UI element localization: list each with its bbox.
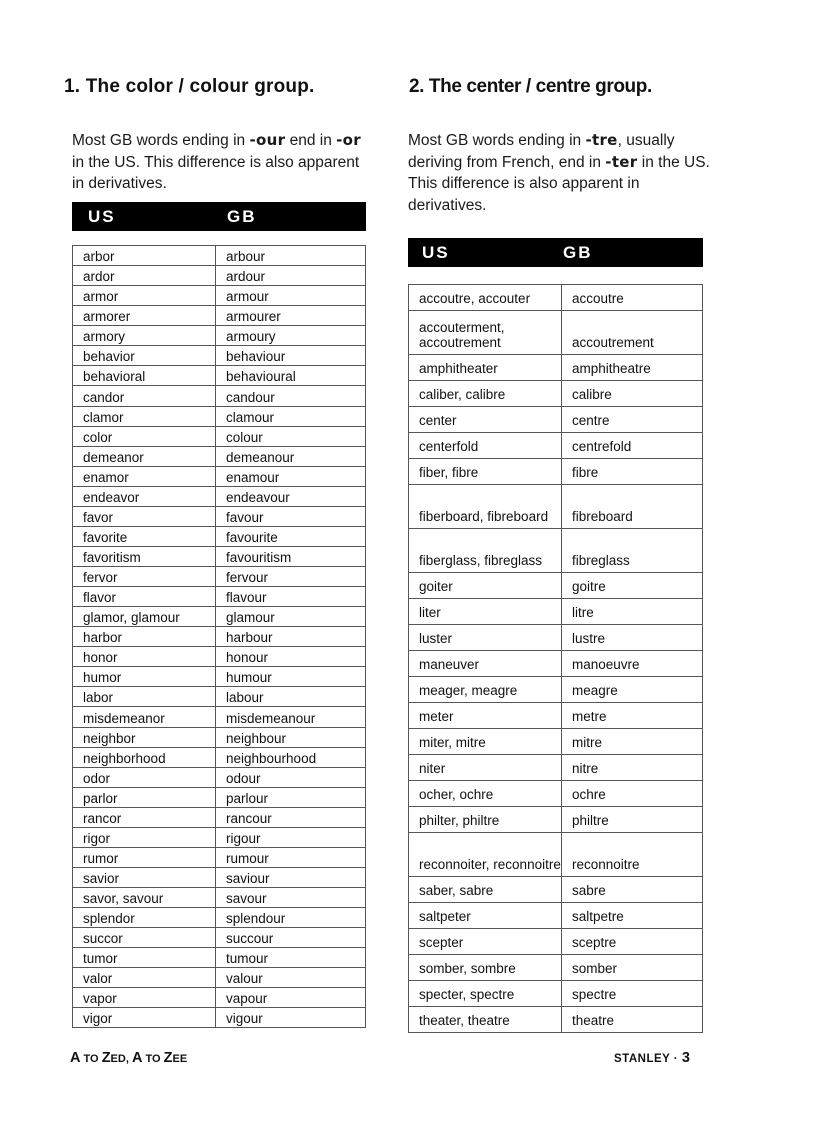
us-spelling-cell: favoritism	[73, 546, 216, 566]
gb-spelling-cell: manoeuvre	[562, 651, 703, 677]
table-row	[73, 406, 366, 426]
us-spelling-cell: flavor	[73, 587, 216, 607]
table-row	[409, 573, 703, 599]
us-spelling-cell: fiberglass, fibreglass	[409, 529, 562, 573]
column-header-gb: GB	[227, 207, 257, 226]
gb-spelling-cell: sceptre	[562, 929, 703, 955]
table-row	[73, 446, 366, 466]
gb-spelling-cell: rigour	[216, 827, 366, 847]
us-spelling-cell: odor	[73, 767, 216, 787]
us-spelling-cell: liter	[409, 599, 562, 625]
us-spelling-cell: arbor	[73, 246, 216, 266]
table-row	[73, 607, 366, 627]
table-row	[73, 546, 366, 566]
gb-spelling-cell: metre	[562, 703, 703, 729]
gb-spelling-cell: goitre	[562, 573, 703, 599]
us-spelling-cell: honor	[73, 647, 216, 667]
gb-spelling-cell: behaviour	[216, 346, 366, 366]
gb-spelling-cell: vapour	[216, 988, 366, 1008]
us-spelling-cell: splendor	[73, 908, 216, 928]
gb-spelling-cell: splendour	[216, 908, 366, 928]
us-spelling-cell: enamor	[73, 466, 216, 486]
gb-spelling-cell: enamour	[216, 466, 366, 486]
us-spelling-cell: humor	[73, 667, 216, 687]
us-spelling-cell: fervor	[73, 567, 216, 587]
table-row	[73, 787, 366, 807]
us-spelling-cell: tumor	[73, 948, 216, 968]
us-spelling-cell: behavior	[73, 346, 216, 366]
table-row	[409, 877, 703, 903]
table-row	[73, 506, 366, 526]
table-row	[73, 807, 366, 827]
us-spelling-cell: rancor	[73, 807, 216, 827]
table-row	[73, 767, 366, 787]
gb-spelling-cell: candour	[216, 386, 366, 406]
gb-spelling-cell: lustre	[562, 625, 703, 651]
us-spelling-cell: centerfold	[409, 433, 562, 459]
table-row	[409, 981, 703, 1007]
us-spelling-cell: niter	[409, 755, 562, 781]
column-header-us: US	[88, 207, 116, 226]
section2-table-header	[408, 238, 703, 267]
section1-table-header	[72, 202, 366, 231]
gb-spelling-cell: colour	[216, 426, 366, 446]
suffix-tre: -tre	[585, 131, 618, 149]
table-row	[73, 687, 366, 707]
table-row	[409, 485, 703, 529]
us-spelling-cell: philter, philtre	[409, 807, 562, 833]
gb-spelling-cell: reconnoitre	[562, 833, 703, 877]
gb-spelling-cell: meagre	[562, 677, 703, 703]
us-spelling-cell: miter, mitre	[409, 729, 562, 755]
us-spelling-cell: fiber, fibre	[409, 459, 562, 485]
gb-spelling-cell: saviour	[216, 867, 366, 887]
us-spelling-cell: neighbor	[73, 727, 216, 747]
gb-spelling-cell: ardour	[216, 266, 366, 286]
column-header-gb: GB	[563, 243, 593, 262]
table-row	[73, 847, 366, 867]
us-spelling-cell: clamor	[73, 406, 216, 426]
us-spelling-cell: parlor	[73, 787, 216, 807]
us-spelling-cell: rigor	[73, 827, 216, 847]
table-row	[73, 386, 366, 406]
table-row	[409, 929, 703, 955]
gb-spelling-cell: calibre	[562, 381, 703, 407]
gb-spelling-cell: centrefold	[562, 433, 703, 459]
us-spelling-cell: savor, savour	[73, 888, 216, 908]
gb-spelling-cell: fibre	[562, 459, 703, 485]
table-row	[409, 677, 703, 703]
us-spelling-cell: armory	[73, 326, 216, 346]
us-spelling-cell: theater, theatre	[409, 1007, 562, 1033]
us-spelling-cell: savior	[73, 867, 216, 887]
suffix-our: -our	[249, 131, 286, 149]
table-row	[73, 567, 366, 587]
gb-spelling-cell: centre	[562, 407, 703, 433]
gb-spelling-cell: misdemeanour	[216, 707, 366, 727]
column-header-us: US	[422, 243, 450, 262]
us-spelling-cell: favorite	[73, 526, 216, 546]
gb-spelling-cell: parlour	[216, 787, 366, 807]
table-row	[409, 955, 703, 981]
table-row	[409, 355, 703, 381]
us-spelling-cell: vigor	[73, 1008, 216, 1028]
table-row	[409, 433, 703, 459]
table-row	[409, 407, 703, 433]
section1-heading: 1. The color / colour group.	[64, 76, 315, 97]
table-row	[73, 968, 366, 988]
gb-spelling-cell: accoutre	[562, 285, 703, 311]
us-spelling-cell: armor	[73, 286, 216, 306]
table-row	[409, 599, 703, 625]
gb-spelling-cell: tumour	[216, 948, 366, 968]
us-spelling-cell: rumor	[73, 847, 216, 867]
us-spelling-cell: glamor, glamour	[73, 607, 216, 627]
gb-spelling-cell: armoury	[216, 326, 366, 346]
gb-spelling-cell: amphitheatre	[562, 355, 703, 381]
table-row	[73, 526, 366, 546]
us-spelling-cell: valor	[73, 968, 216, 988]
us-spelling-cell: demeanor	[73, 446, 216, 466]
gb-spelling-cell: honour	[216, 647, 366, 667]
us-spelling-cell: meager, meagre	[409, 677, 562, 703]
gb-spelling-cell: odour	[216, 767, 366, 787]
table-row	[73, 867, 366, 887]
center-centre-table	[408, 284, 703, 1033]
table-row	[409, 651, 703, 677]
us-spelling-cell: scepter	[409, 929, 562, 955]
us-spelling-cell: candor	[73, 386, 216, 406]
table-row	[409, 833, 703, 877]
gb-spelling-cell: armour	[216, 286, 366, 306]
table-row	[73, 908, 366, 928]
table-row	[73, 306, 366, 326]
color-colour-table	[72, 245, 366, 1028]
table-row	[73, 1008, 366, 1028]
table-row	[73, 747, 366, 767]
table-row	[73, 948, 366, 968]
us-spelling-cell: saber, sabre	[409, 877, 562, 903]
us-spelling-cell: center	[409, 407, 562, 433]
table-row	[73, 366, 366, 386]
table-row	[73, 727, 366, 747]
gb-spelling-cell: accoutrement	[562, 311, 703, 355]
table-row	[73, 928, 366, 948]
us-spelling-cell: ardor	[73, 266, 216, 286]
table-row	[409, 703, 703, 729]
page-number: 3	[681, 1050, 691, 1066]
gb-spelling-cell: vigour	[216, 1008, 366, 1028]
gb-spelling-cell: clamour	[216, 406, 366, 426]
section2-heading: 2. The center / centre group.	[409, 76, 652, 97]
us-spelling-cell: misdemeanor	[73, 707, 216, 727]
gb-spelling-cell: sabre	[562, 877, 703, 903]
us-spelling-cell: somber, sombre	[409, 955, 562, 981]
table-row	[409, 459, 703, 485]
us-spelling-cell: caliber, calibre	[409, 381, 562, 407]
gb-spelling-cell: philtre	[562, 807, 703, 833]
us-spelling-cell: specter, spectre	[409, 981, 562, 1007]
us-spelling-cell: amphitheater	[409, 355, 562, 381]
us-spelling-cell: vapor	[73, 988, 216, 1008]
section2-intro: Most GB words ending in -tre, usually deriving from French, end in -ter in the US. This difference is also apparent in derivatives.	[408, 131, 710, 214]
us-spelling-cell: behavioral	[73, 366, 216, 386]
table-row	[409, 903, 703, 929]
suffix-or: -or	[336, 131, 361, 149]
us-spelling-cell: goiter	[409, 573, 562, 599]
gb-spelling-cell: rumour	[216, 847, 366, 867]
gb-spelling-cell: succour	[216, 928, 366, 948]
gb-spelling-cell: endeavour	[216, 486, 366, 506]
table-row	[409, 625, 703, 651]
gb-spelling-cell: saltpetre	[562, 903, 703, 929]
table-row	[409, 807, 703, 833]
table-row	[409, 1007, 703, 1033]
us-spelling-cell: fiberboard, fibreboard	[409, 485, 562, 529]
table-row	[73, 346, 366, 366]
table-row	[409, 755, 703, 781]
table-row	[409, 381, 703, 407]
table-row	[73, 988, 366, 1008]
us-spelling-cell: labor	[73, 687, 216, 707]
table-row	[73, 486, 366, 506]
footer-author-page: STANLEY · 3	[614, 1050, 691, 1066]
gb-spelling-cell: humour	[216, 667, 366, 687]
us-spelling-cell: luster	[409, 625, 562, 651]
suffix-ter: -ter	[605, 152, 638, 171]
table-row	[73, 827, 366, 847]
gb-spelling-cell: fervour	[216, 567, 366, 587]
gb-spelling-cell: fibreboard	[562, 485, 703, 529]
table-row	[73, 426, 366, 446]
us-spelling-cell: ocher, ochre	[409, 781, 562, 807]
us-spelling-cell: favor	[73, 506, 216, 526]
us-spelling-cell: accoutre, accouter	[409, 285, 562, 311]
footer-book-title: A TO ZED, A TO ZEE	[70, 1050, 188, 1066]
us-spelling-cell: endeavor	[73, 486, 216, 506]
table-row	[73, 466, 366, 486]
gb-spelling-cell: neighbourhood	[216, 747, 366, 767]
gb-spelling-cell: favouritism	[216, 546, 366, 566]
table-row	[73, 707, 366, 727]
gb-spelling-cell: valour	[216, 968, 366, 988]
gb-spelling-cell: ochre	[562, 781, 703, 807]
us-spelling-cell: harbor	[73, 627, 216, 647]
gb-spelling-cell: arbour	[216, 246, 366, 266]
table-row	[73, 246, 366, 266]
table-row	[73, 286, 366, 306]
us-spelling-cell: accouterment, accoutrement	[409, 311, 562, 355]
table-row	[73, 587, 366, 607]
table-row	[73, 647, 366, 667]
gb-spelling-cell: glamour	[216, 607, 366, 627]
table-row	[409, 529, 703, 573]
gb-spelling-cell: savour	[216, 888, 366, 908]
gb-spelling-cell: litre	[562, 599, 703, 625]
gb-spelling-cell: nitre	[562, 755, 703, 781]
us-spelling-cell: color	[73, 426, 216, 446]
gb-spelling-cell: favourite	[216, 526, 366, 546]
us-spelling-cell: succor	[73, 928, 216, 948]
section1-intro: Most GB words ending in -our end in -or in the US. This difference is also apparent in derivatives.	[72, 131, 361, 192]
gb-spelling-cell: neighbour	[216, 727, 366, 747]
table-row	[409, 781, 703, 807]
us-spelling-cell: saltpeter	[409, 903, 562, 929]
table-row	[73, 888, 366, 908]
us-spelling-cell: maneuver	[409, 651, 562, 677]
us-spelling-cell: armorer	[73, 306, 216, 326]
us-spelling-cell: meter	[409, 703, 562, 729]
gb-spelling-cell: harbour	[216, 627, 366, 647]
us-spelling-cell: reconnoiter, reconnoitre	[409, 833, 562, 877]
gb-spelling-cell: fibreglass	[562, 529, 703, 573]
gb-spelling-cell: armourer	[216, 306, 366, 326]
table-row	[73, 266, 366, 286]
footer-author: STANLEY	[614, 1053, 671, 1065]
table-row	[73, 326, 366, 346]
gb-spelling-cell: behavioural	[216, 366, 366, 386]
gb-spelling-cell: theatre	[562, 1007, 703, 1033]
gb-spelling-cell: somber	[562, 955, 703, 981]
gb-spelling-cell: spectre	[562, 981, 703, 1007]
gb-spelling-cell: rancour	[216, 807, 366, 827]
table-row	[409, 285, 703, 311]
gb-spelling-cell: labour	[216, 687, 366, 707]
gb-spelling-cell: mitre	[562, 729, 703, 755]
table-row	[73, 627, 366, 647]
table-row	[73, 667, 366, 687]
table-row	[409, 729, 703, 755]
table-row	[409, 311, 703, 355]
gb-spelling-cell: flavour	[216, 587, 366, 607]
gb-spelling-cell: demeanour	[216, 446, 366, 466]
gb-spelling-cell: favour	[216, 506, 366, 526]
us-spelling-cell: neighborhood	[73, 747, 216, 767]
